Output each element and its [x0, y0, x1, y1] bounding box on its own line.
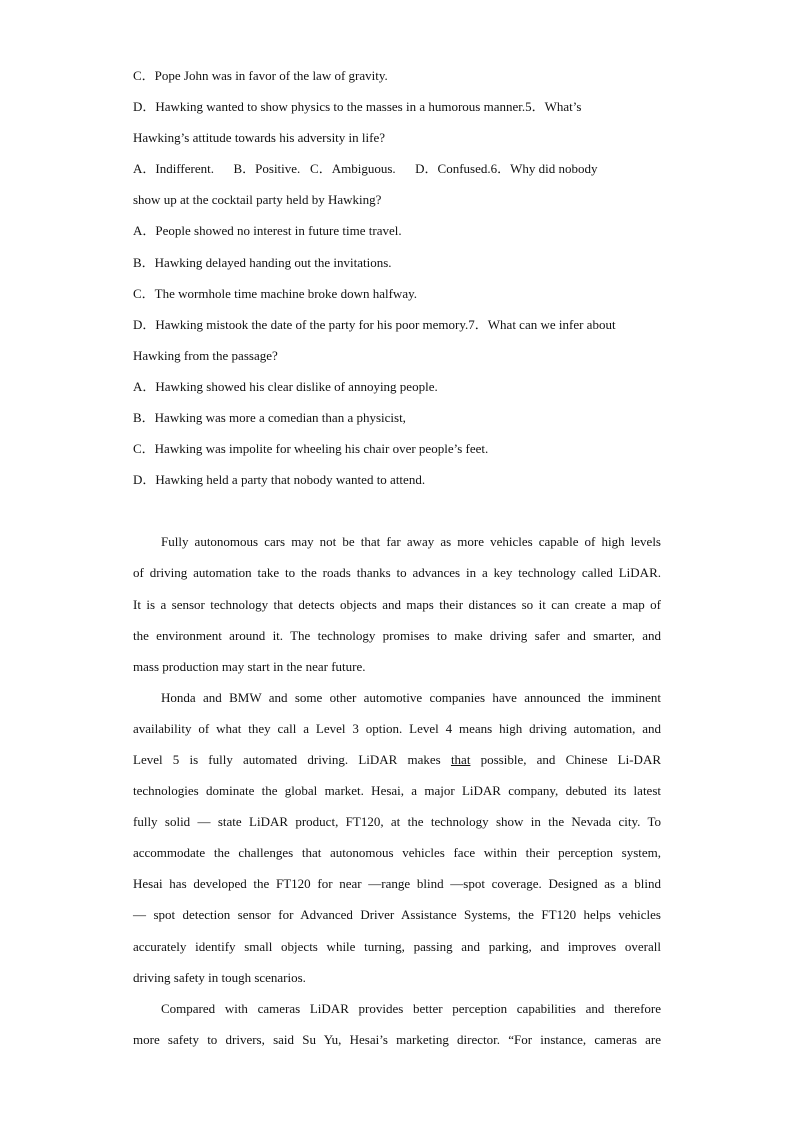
passage-paragraph-3	[133, 997, 661, 1059]
paragraph-line: accommodate the challenges that autonomous vehicles face within their perception system,	[133, 845, 661, 861]
passage-paragraph-1	[133, 530, 661, 685]
paragraph-line: of driving automation take to the roads thanks to advances in a key technology called LiDAR.	[133, 565, 661, 581]
paragraph-line: driving safety in tough scenarios.	[133, 969, 306, 985]
option-line: A．Hawking showed his clear dislike of annoying people.	[133, 378, 438, 394]
paragraph-line: fully solid — state LiDAR product, FT120, at the technology show in the Nevada city. To	[133, 814, 661, 830]
option-line: C．Hawking was impolite for wheeling his chair over people’s feet.	[133, 441, 489, 457]
paragraph-line: — spot detection sensor for Advanced Driver Assistance Systems, the FT120 helps vehicles	[133, 907, 661, 923]
document-page	[133, 64, 661, 1059]
paragraph-line: Compared with cameras LiDAR provides better perception capabilities and therefore	[161, 1000, 661, 1016]
option-line: D．Hawking held a party that nobody wanted to attend.	[133, 472, 426, 488]
paragraph-line: mass production may start in the near future.	[133, 658, 366, 674]
paragraph-line: Fully autonomous cars may not be that far away as more vehicles capable of high levels	[161, 534, 661, 550]
option-line: B．Hawking was more a comedian than a physicist,	[133, 410, 406, 426]
option-line: C．Pope John was in favor of the law of gravity.	[133, 68, 388, 83]
underlined-word: that	[450, 751, 471, 767]
question-line: show up at the cocktail party held by Hawking?	[133, 192, 382, 208]
paragraph-line: accurately identify small objects while turning, passing and parking, and improves overall	[133, 938, 661, 954]
questions-block	[133, 64, 661, 499]
paragraph-line: the environment around it. The technology promises to make driving safer and smarter, and	[133, 627, 661, 643]
text-segment: Level 5 is fully automated driving. LiDAR makes	[133, 751, 451, 767]
option-line: D．Hawking mistook the date of the party for his poor memory.7．What can we infer about	[133, 316, 616, 332]
option-line: A．Indifferent. B．Positive. C．Ambiguous. D．Confused.6．Why did nobody	[133, 161, 598, 177]
section-gap	[133, 499, 661, 530]
question-line: Hawking from the passage?	[133, 347, 278, 363]
option-line: D．Hawking wanted to show physics to the masses in a humorous manner.5．What’s	[133, 99, 582, 115]
question-line: Hawking’s attitude towards his adversity in life?	[133, 130, 386, 146]
paragraph-line: technologies dominate the global market. Hesai, a major LiDAR company, debuted its latest	[133, 783, 661, 799]
option-line: B．Hawking delayed handing out the invitations.	[133, 254, 392, 270]
option-line: C．The wormhole time machine broke down halfway.	[133, 285, 417, 301]
paragraph-line: It is a sensor technology that detects objects and maps their distances so it can create a map of	[133, 596, 661, 612]
paragraph-line-with-underline	[133, 748, 661, 779]
paragraph-line: more safety to drivers, said Su Yu, Hesai’s marketing director. “For instance, cameras are	[133, 1031, 661, 1047]
passage-paragraph-2	[133, 686, 661, 997]
paragraph-line: Hesai has developed the FT120 for near —range blind —spot coverage. Designed as a blind	[133, 876, 661, 892]
text-segment: possible, and Chinese Li-DAR	[470, 751, 662, 767]
paragraph-line: Honda and BMW and some other automotive companies have announced the imminent	[161, 689, 661, 705]
paragraph-line: availability of what they call a Level 3 option. Level 4 means high driving automation, and	[133, 720, 661, 736]
option-line: A．People showed no interest in future time travel.	[133, 223, 402, 239]
